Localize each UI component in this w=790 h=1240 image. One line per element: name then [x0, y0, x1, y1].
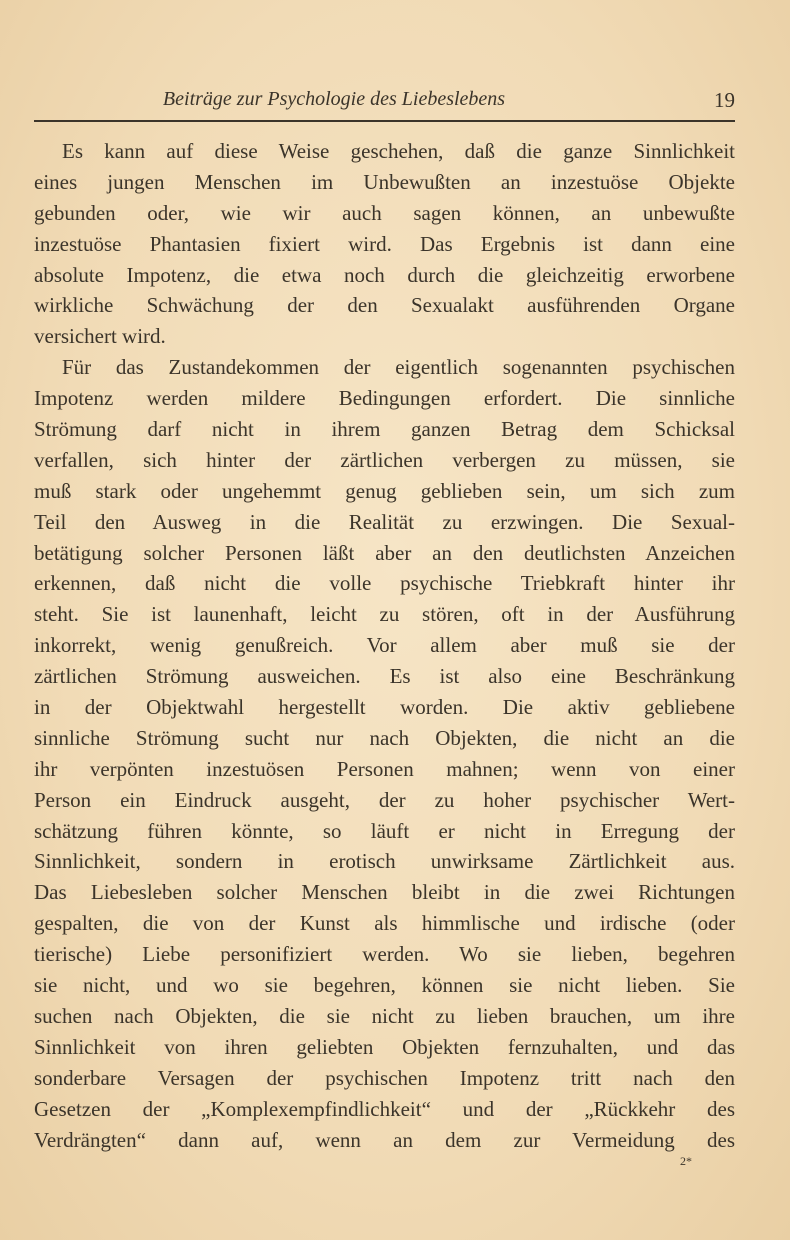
- running-header: [34, 88, 735, 118]
- text-line: Das Liebesleben solcher Menschen bleibt in die zwei Richtungen: [34, 880, 735, 905]
- text-line: sonderbare Versagen der psychischen Impotenz tritt nach den: [34, 1065, 735, 1090]
- text-line: ihr verpönten inzestuösen Personen mahnen; wenn von einer: [34, 756, 735, 781]
- signature-mark: 2*: [680, 1154, 692, 1168]
- text-line: Gesetzen der „Komplexempfindlichkeit“ und der „Rückkehr des: [34, 1096, 735, 1121]
- text-line: sinnliche Strömung sucht nur nach Objekten, die nicht an die: [34, 725, 735, 750]
- text-line: eines jungen Menschen im Unbewußten an inzestuöse Objekte: [34, 169, 735, 194]
- text-line: steht. Sie ist launenhaft, leicht zu stören, oft in der Ausführung: [34, 602, 735, 627]
- text-line: Teil den Ausweg in die Realität zu erzwingen. Die Sexual-: [34, 509, 735, 534]
- text-line: sie nicht, und wo sie begehren, können sie nicht lieben. Sie: [34, 973, 735, 998]
- text-line: gespalten, die von der Kunst als himmlische und irdische (oder: [34, 911, 735, 936]
- text-line: suchen nach Objekten, die sie nicht zu lieben brauchen, um ihre: [34, 1003, 735, 1028]
- text-line: inkorrekt, wenig genußreich. Vor allem aber muß sie der: [34, 633, 735, 658]
- text-line: Person ein Eindruck ausgeht, der zu hoher psychischer Wert-: [34, 787, 735, 812]
- header-rule: [34, 120, 735, 122]
- text-line: Sinnlichkeit von ihren geliebten Objekten fernzuhalten, und das: [34, 1034, 735, 1059]
- text-line: betätigung solcher Personen läßt aber an den deutlichsten Anzeichen: [34, 540, 735, 565]
- text-line: gebunden oder, wie wir auch sagen können, an unbewußte: [34, 200, 735, 225]
- text-line: Impotenz werden mildere Bedingungen erfordert. Die sinnliche: [34, 386, 735, 411]
- text-line: wirkliche Schwächung der den Sexualakt ausführenden Organe: [34, 293, 735, 318]
- text-line: verfallen, sich hinter der zärtlichen verbergen zu müssen, sie: [34, 447, 735, 472]
- running-title: Beiträge zur Psychologie des Liebeslebens: [162, 88, 506, 110]
- text-line: Es kann auf diese Weise geschehen, daß die ganze Sinnlichkeit: [62, 139, 735, 163]
- text-line: schätzung führen könnte, so läuft er nicht in Erregung der: [34, 818, 735, 843]
- text-line: inzestuöse Phantasien fixiert wird. Das Ergebnis ist dann eine: [34, 231, 735, 256]
- body-text: [34, 136, 735, 1155]
- text-line: versichert wird.: [34, 324, 166, 349]
- text-line: Verdrängten“ dann auf, wenn an dem zur Vermeidung des: [34, 1127, 735, 1152]
- text-line: zärtlichen Strömung ausweichen. Es ist also eine Beschränkung: [34, 664, 735, 689]
- text-line: erkennen, daß nicht die volle psychische Triebkraft hinter ihr: [34, 571, 735, 596]
- text-line: Strömung darf nicht in ihrem ganzen Betrag dem Schicksal: [34, 417, 735, 442]
- text-line: absolute Impotenz, die etwa noch durch die gleichzeitig erworbene: [34, 262, 735, 287]
- text-line: Für das Zustandekommen der eigentlich sogenannten psychischen: [62, 355, 735, 380]
- page-number: 19: [714, 88, 735, 112]
- text-line: Sinnlichkeit, sondern in erotisch unwirksame Zärtlichkeit aus.: [34, 849, 735, 874]
- text-line: muß stark oder ungehemmt genug geblieben sein, um sich zum: [34, 478, 735, 503]
- text-line: tierische) Liebe personifiziert werden. Wo sie lieben, begehren: [34, 942, 735, 967]
- text-line: in der Objektwahl hergestellt worden. Die aktiv gebliebene: [34, 695, 735, 720]
